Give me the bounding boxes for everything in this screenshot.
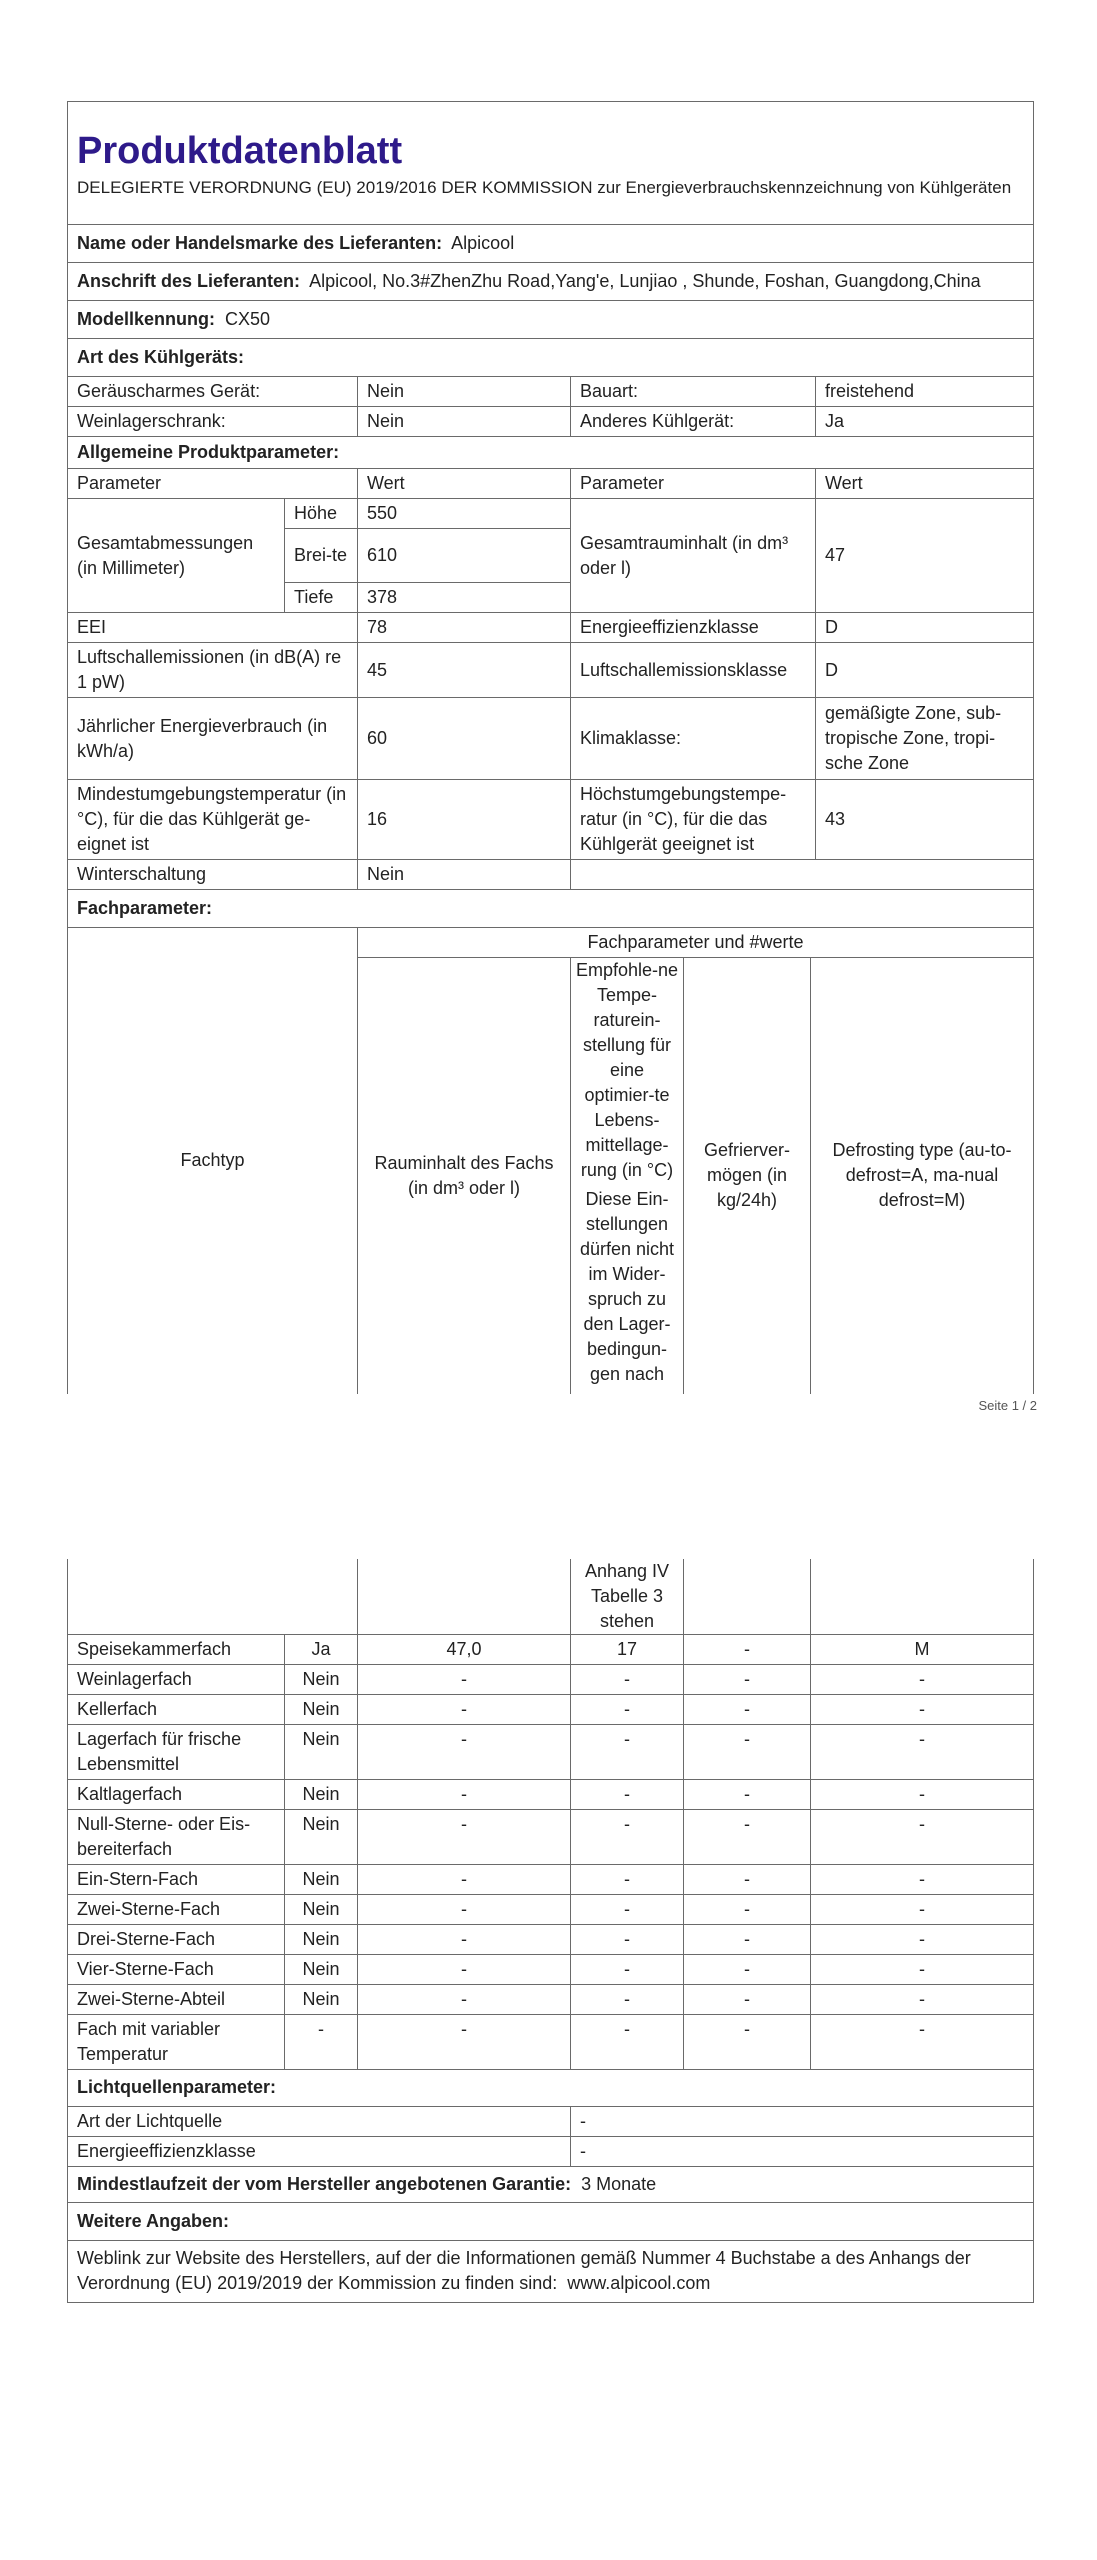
model-label: Modellkennung: [77,309,215,329]
design-value: freistehend [816,377,1034,407]
model-row [68,301,1034,339]
table-row [68,1985,1034,2015]
compartment-volume: - [358,1955,571,1985]
height-label: Höhe [285,499,358,529]
compartment-defrost: - [811,1725,1034,1780]
table-row [68,1810,1034,1865]
compartment-temp: - [571,1955,684,1985]
page-2 [67,1559,1033,2303]
dimensions-label: Gesamtabmessungen (in Millimeter) [68,499,285,613]
temp-col-text-a: Empfohle-ne Tempe-raturein-stellung für eine optimier-te Lebens-mittellage-rung (in °C) [575,960,679,1180]
compartment-temp: - [571,1810,684,1865]
compartment-defrost: - [811,1810,1034,1865]
wine-cabinet-value: Nein [358,407,571,437]
compartment-defrost: - [811,1895,1034,1925]
other-appliance-label: Anderes Kühlgerät: [571,407,816,437]
light-energy-class-label: Energieeffizienzklasse [68,2136,571,2166]
compartment-defrost: - [811,1985,1034,2015]
design-label: Bauart: [571,377,816,407]
light-type-label: Art der Lichtquelle [68,2106,571,2136]
continued-empty-volume [358,1559,571,1635]
compartment-freeze: - [684,1895,811,1925]
annual-energy-value: 60 [358,698,571,780]
warranty-row [68,2166,1034,2202]
general-params-header: Allgemeine Produktparameter: [68,437,1034,469]
compartment-temp: - [571,1780,684,1810]
compartment-freeze: - [684,1985,811,2015]
compartment-present: Nein [285,1925,358,1955]
compartment-freeze: - [684,2015,811,2070]
compartment-volume-col-header: Rauminhalt des Fachs (in dm³ oder l) [358,958,571,1394]
compartment-defrost: - [811,1925,1034,1955]
noise-class-label: Luftschallemissionsklasse [571,643,816,698]
compartment-freeze-col-header: Gefrierver-mögen (in kg/24h) [684,958,811,1394]
supplier-name-value: Alpicool [451,233,515,253]
compartment-temp: - [571,1925,684,1955]
compartment-present: Nein [285,1725,358,1780]
continued-empty-defrost [811,1559,1034,1635]
compartment-freeze: - [684,1925,811,1955]
warranty-label: Mindestlaufzeit der vom Hersteller angebotenen Garantie: [77,2173,572,2194]
compartment-freeze: - [684,1780,811,1810]
table-row [68,1665,1034,1695]
compartment-temp: 17 [571,1635,684,1665]
table-row [68,2015,1034,2070]
wine-cabinet-label: Weinlagerschrank: [68,407,358,437]
compartment-present: Nein [285,1955,358,1985]
compartment-volume: - [358,2015,571,2070]
compartment-volume: - [358,1810,571,1865]
website-link[interactable]: www.alpicool.com [567,2273,711,2293]
more-info-text: Weblink zur Website des Herstellers, auf der die Informationen gemäß Nummer 4 Buchstabe a des Anhangs der Verordnung (EU) 2019/2019 der Kommission zu finden sind: [77,2248,971,2293]
eei-value: 78 [358,613,571,643]
title-cell [68,102,1034,225]
table-row [68,1865,1034,1895]
compartment-rows [68,1635,1034,2070]
value-col-header: Wert [358,469,571,499]
compartment-temp-col-header [571,958,684,1394]
volume-value: 47 [816,499,1034,613]
compartment-temp: - [571,1895,684,1925]
compartment-defrost: - [811,1665,1034,1695]
address-label: Anschrift des Lieferanten: [77,271,301,291]
min-temp-label: Mindestumgebungstemperatur (in °C), für die das Kühlgerät ge-eignet ist [68,780,358,860]
compartment-temp: - [571,1695,684,1725]
table-row [68,1695,1034,1725]
more-info-row [68,2240,1034,2302]
annual-energy-label: Jährlicher Energieverbrauch (in kWh/a) [68,698,358,780]
compartment-volume: - [358,1725,571,1780]
compartment-present: Nein [285,1780,358,1810]
compartment-defrost: - [811,2015,1034,2070]
light-energy-class-value: - [571,2136,1034,2166]
height-value: 550 [358,499,571,529]
compartment-volume: - [358,1695,571,1725]
more-info-header: Weitere Angaben: [68,2202,1034,2240]
compartment-freeze: - [684,1865,811,1895]
compartment-present: Nein [285,1865,358,1895]
compartment-present: Nein [285,1810,358,1865]
table-row [68,1895,1034,1925]
compartment-name: Null-Sterne- oder Eis-bereiterfach [68,1810,285,1865]
empty-cell [571,860,1034,890]
compartment-name: Lagerfach für frische Lebensmittel [68,1725,285,1780]
compartment-defrost: - [811,1955,1034,1985]
compartment-name: Zwei-Sterne-Abteil [68,1985,285,2015]
compartment-table [67,1559,1034,2070]
low-noise-value: Nein [358,377,571,407]
compartment-defrost: - [811,1865,1034,1895]
table-row [68,1635,1034,1665]
compartment-freeze: - [684,1665,811,1695]
compartment-name: Vier-Sterne-Fach [68,1955,285,1985]
continued-empty-type [68,1559,358,1635]
compartment-name: Fach mit variabler Temperatur [68,2015,285,2070]
address-value: Alpicool, No.3#ZhenZhu Road,Yang'e, Lunjiao , Shunde, Foshan, Guangdong,China [309,271,981,291]
noise-value: 45 [358,643,571,698]
energy-class-label: Energieeffizienzklasse [571,613,816,643]
temp-col-text-b: Diese Ein-stellungen dürfen nicht im Wider-spruch zu den Lager-bedingun-gen nach [579,1189,675,1384]
compartment-type-col-header: Fachtyp [68,928,358,1394]
compartment-present: Nein [285,1695,358,1725]
compartment-temp: - [571,1985,684,2015]
noise-label: Luftschallemissionen (in dB(A) re 1 pW) [68,643,358,698]
energy-class-value: D [816,613,1034,643]
compartment-temp: - [571,1665,684,1695]
depth-label: Tiefe [285,583,358,613]
value-col-header-2: Wert [816,469,1034,499]
winter-switch-value: Nein [358,860,571,890]
low-noise-label: Geräuscharmes Gerät: [68,377,358,407]
address-row [68,263,1034,301]
compartment-name: Drei-Sterne-Fach [68,1925,285,1955]
compartment-present: Ja [285,1635,358,1665]
param-col-header-2: Parameter [571,469,816,499]
table-row [68,1780,1034,1810]
noise-class-value: D [816,643,1034,698]
warranty-value: 3 Monate [581,2173,657,2194]
compartment-params-values-header: Fachparameter und #werte [358,928,1034,958]
appliance-type-header: Art des Kühlgeräts: [68,339,1034,377]
compartment-name: Kaltlagerfach [68,1780,285,1810]
depth-value: 378 [358,583,571,613]
table-row [68,1955,1034,1985]
compartment-defrost-col-header: Defrosting type (au-to-defrost=A, ma-nual defrost=M) [811,958,1034,1394]
compartment-volume: - [358,1865,571,1895]
compartment-defrost: - [811,1780,1034,1810]
compartment-name: Weinlagerfach [68,1665,285,1695]
datasheet-table-page-1 [67,101,1034,928]
compartment-header-table [67,928,1034,1394]
climate-class-label: Klimaklasse: [571,698,816,780]
compartment-present: Nein [285,1665,358,1695]
compartment-volume: - [358,1895,571,1925]
width-value: 610 [358,529,571,583]
param-col-header: Parameter [68,469,358,499]
other-appliance-value: Ja [816,407,1034,437]
compartment-freeze: - [684,1635,811,1665]
supplier-name-label: Name oder Handelsmarke des Lieferanten: [77,233,443,253]
compartment-temp: - [571,1865,684,1895]
volume-label: Gesamtrauminhalt (in dm³ oder l) [571,499,816,613]
min-temp-value: 16 [358,780,571,860]
light-source-header: Lichtquellenparameter: [68,2070,1034,2106]
page-1 [67,101,1033,1394]
table-row [68,1925,1034,1955]
temp-col-continued: Anhang IV Tabelle 3 stehen [571,1559,684,1635]
page-title: Produktdatenblatt [77,129,403,172]
compartment-name: Kellerfach [68,1695,285,1725]
table-row [68,1725,1034,1780]
supplier-row [68,225,1034,263]
climate-class-value: gemäßigte Zone, sub-tropische Zone, tropi-sche Zone [816,698,1034,780]
compartment-params-header: Fachparameter: [68,890,1034,928]
page-number: Seite 1 / 2 [978,1398,1037,1413]
compartment-defrost: M [811,1635,1034,1665]
compartment-present: Nein [285,1895,358,1925]
max-temp-label: Höchstumgebungstempe-ratur (in °C), für die das Kühlgerät geeignet ist [571,780,816,860]
model-value: CX50 [225,309,271,329]
continued-empty-freeze [684,1559,811,1635]
light-source-table [67,2070,1034,2303]
compartment-volume: - [358,1665,571,1695]
compartment-temp: - [571,2015,684,2070]
winter-switch-label: Winterschaltung [68,860,358,890]
compartment-volume: - [358,1985,571,2015]
compartment-volume: - [358,1780,571,1810]
compartment-freeze: - [684,1725,811,1780]
compartment-name: Zwei-Sterne-Fach [68,1895,285,1925]
eei-label: EEI [68,613,358,643]
compartment-name: Speisekammerfach [68,1635,285,1665]
compartment-present: - [285,2015,358,2070]
light-type-value: - [571,2106,1034,2136]
compartment-freeze: - [684,1955,811,1985]
compartment-volume: - [358,1925,571,1955]
compartment-freeze: - [684,1810,811,1865]
compartment-freeze: - [684,1695,811,1725]
max-temp-value: 43 [816,780,1034,860]
compartment-temp: - [571,1725,684,1780]
width-label: Brei-te [285,529,358,583]
compartment-name: Ein-Stern-Fach [68,1865,285,1895]
compartment-present: Nein [285,1985,358,2015]
compartment-volume: 47,0 [358,1635,571,1665]
compartment-defrost: - [811,1695,1034,1725]
regulation-subtitle: DELEGIERTE VERORDNUNG (EU) 2019/2016 DER KOMMISSION zur Energieverbrauchskennzeichnung von Kühlgeräten [77,177,1012,197]
